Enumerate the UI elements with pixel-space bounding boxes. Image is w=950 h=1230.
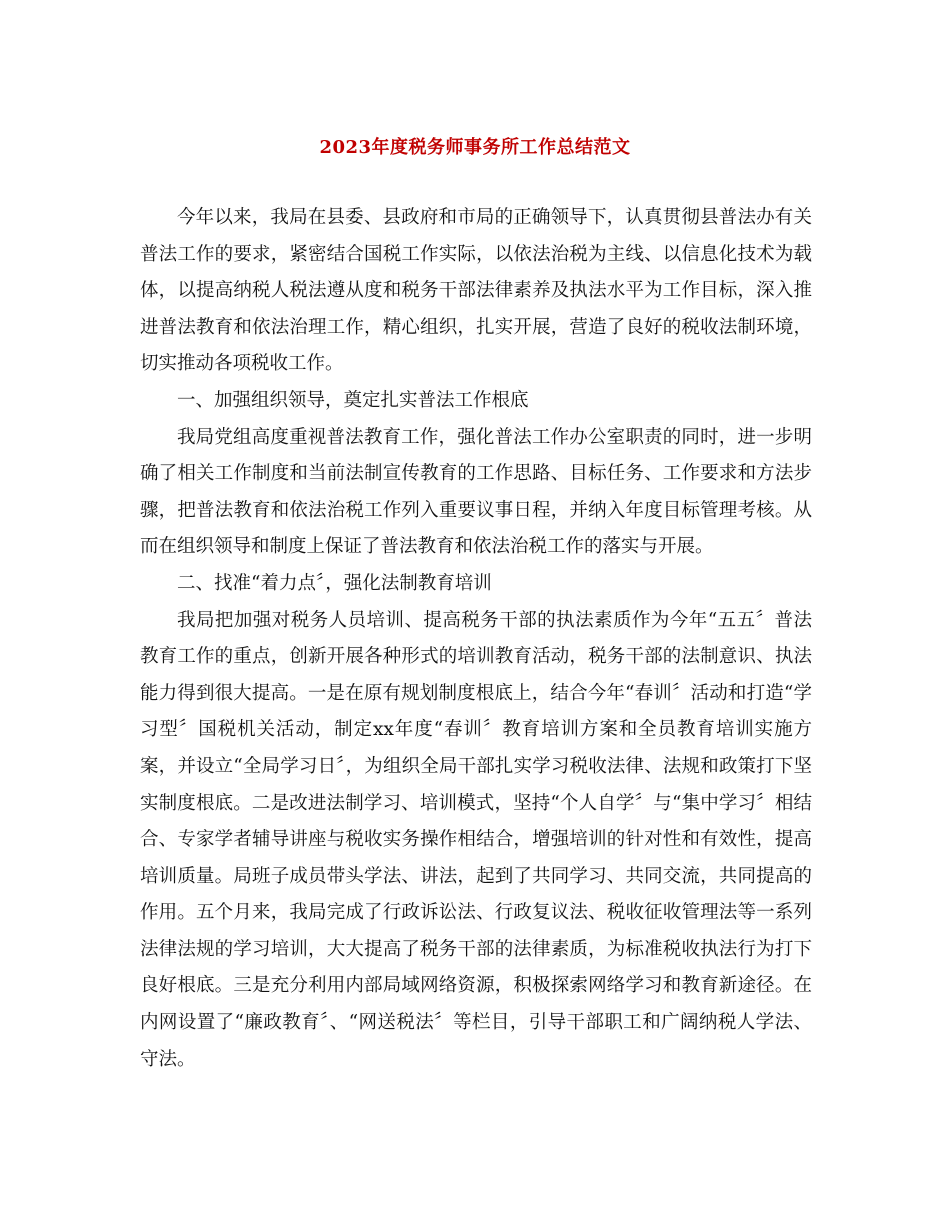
document-body [140, 200, 812, 1078]
document-title: 2023年度税务师事务所工作总结范文 [319, 137, 631, 158]
paragraph-section-1: 我局党组高度重视普法教育工作，强化普法工作办公室职责的同时，进一步明确了相关工作制度和当前法制宣传教育的工作思路、目标任务、工作要求和方法步骤，把普法教育和依法治税工作列入重要议事日程，并纳入年度目标管理考核。从而在组织领导和制度上保证了普法教育和依法治税工作的落实与开展。 [140, 426, 812, 558]
section-heading-2: 二、找准“着力点〞，强化法制教育培训 [177, 572, 492, 594]
section-heading-1: 一、加强组织领导，奠定扎实普法工作根底 [177, 389, 529, 411]
paragraph-section-2: 我局把加强对税务人员培训、提高税务干部的执法素质作为今年“五五〞普法教育工作的重点，创新开展各种形式的培训教育活动，税务干部的法制意识、执法能力得到很大提高。一是在原有规划制度根底上，结合今年“春训〞活动和打造“学习型〞国税机关活动，制定xx年度“春训〞教育培训方案和全员教育培训实施方案，并设立“全局学习日〞，为组织全局干部扎实学习税收法律、法规和政策打下坚实制度根底。二是改进法制学习、培训模式，坚持“个人自学〞与“集中学习〞相结合、专家学者辅导讲座与税收实务操作相结合，增强培训的针对性和有效性，提高培训质量。局班子成员带头学法、讲法，起到了共同学习、共同交流，共同提高的作用。五个月来，我局完成了行政诉讼法、行政复议法、税收征收管理法等一系列法律法规的学习培训，大大提高了税务干部的法律素质，为标准税收执法行为打下良好根底。三是充分利用内部局域网络资源，积极探索网络学习和教育新途径。在内网设置了“廉政教育〞、“网送税法〞等栏目，引导干部职工和广阔纳税人学法、守法。 [140, 609, 812, 1070]
paragraph-intro: 今年以来，我局在县委、县政府和市局的正确领导下，认真贯彻县普法办有关普法工作的要求，紧密结合国税工作实际，以依法治税为主线、以信息化技术为载体，以提高纳税人税法遵从度和税务干部法律素养及执法水平为工作目标，深入推进普法教育和依法治理工作，精心组织，扎实开展，营造了良好的税收法制环境，切实推动各项税收工作。 [140, 207, 812, 375]
